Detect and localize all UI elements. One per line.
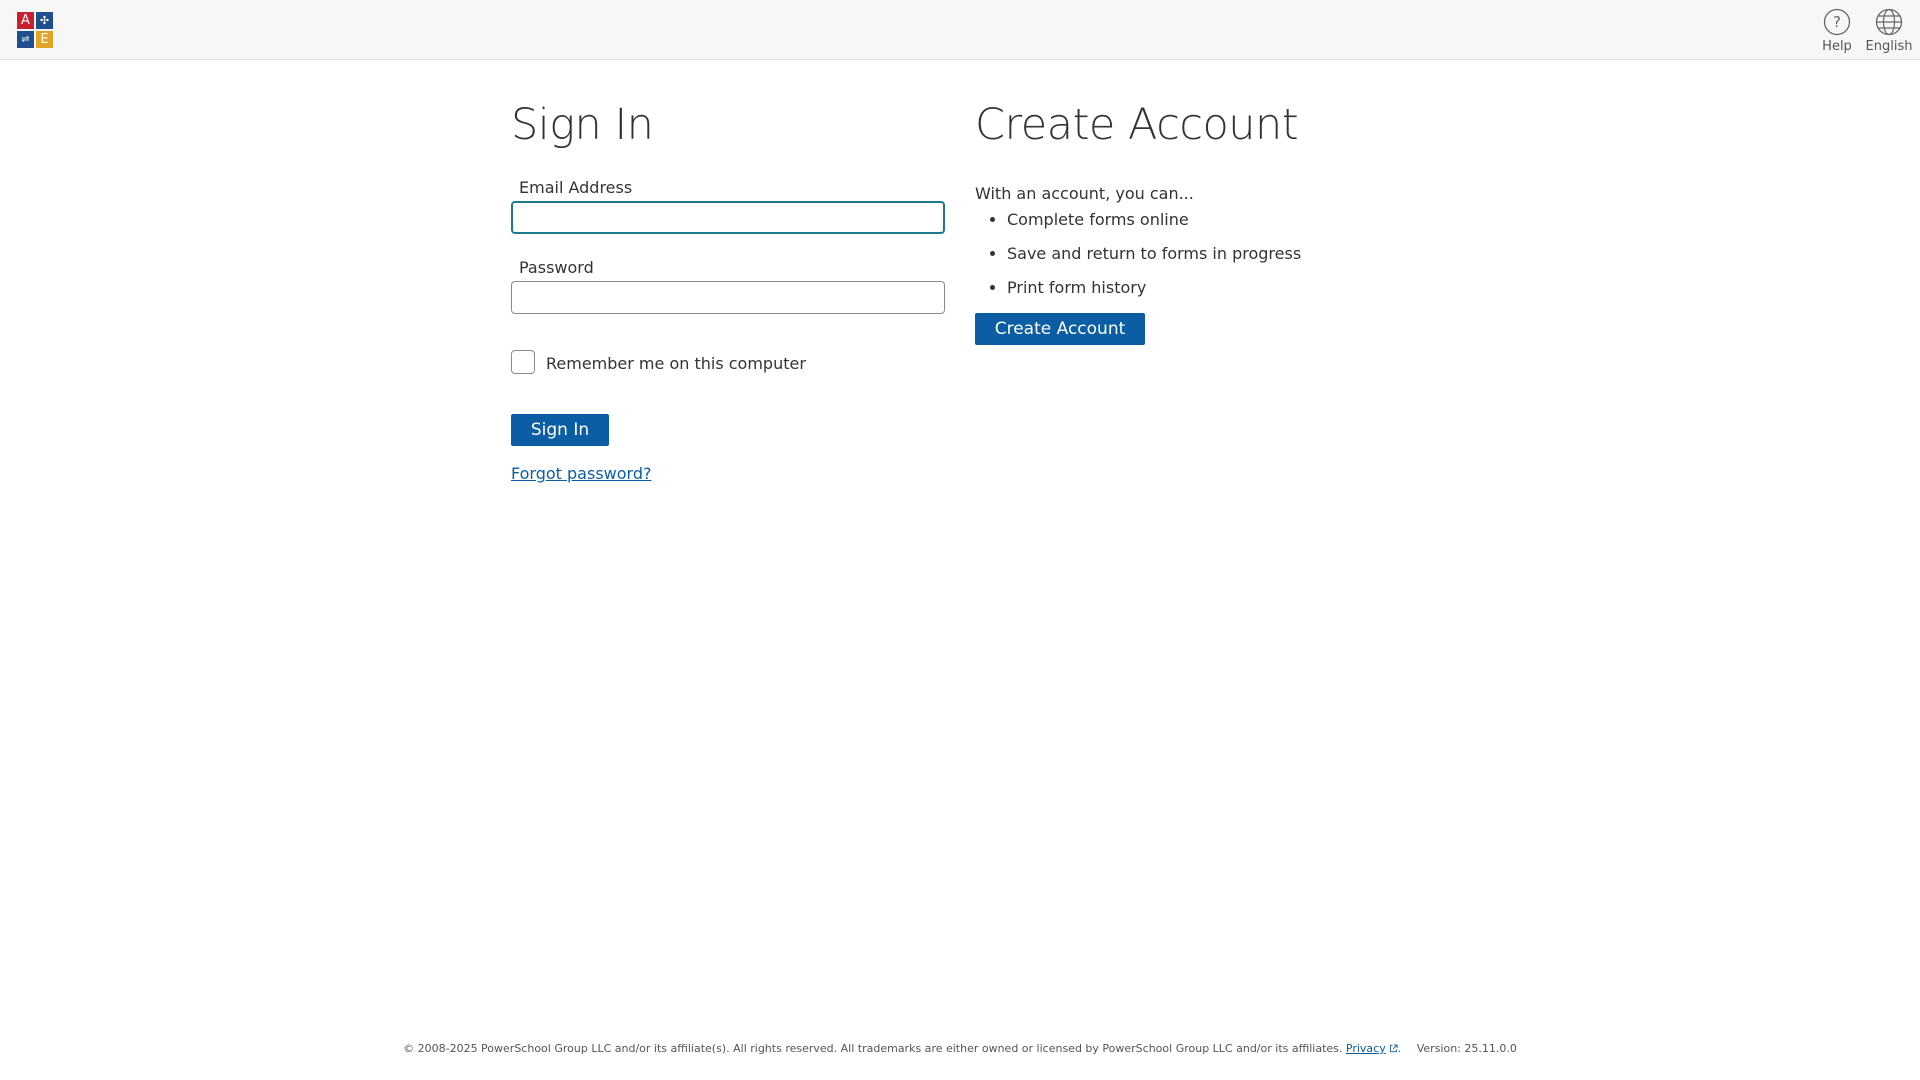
create-account-button[interactable]: Create Account [975,313,1145,345]
version-text: Version: 25.11.0.0 [1416,1042,1517,1055]
footer: © 2008-2025 PowerSchool Group LLC and/or its affiliate(s). All rights reserved. All trademarks are either owned or licensed by PowerSchool Group LLC and/or its affiliates. Privacy . Version: 25.11.0.0 [403,1042,1517,1055]
copyright-text: © 2008-2025 PowerSchool Group LLC and/or its affiliate(s). All rights reserved. All trademarks are either owned or licensed by PowerSchool Group LLC and/or its affiliates. [403,1042,1343,1055]
sign-in-title: Sign In [511,100,654,150]
password-input[interactable] [511,281,945,314]
remember-me-checkbox[interactable] [511,350,535,374]
logo-tile-a: A [17,12,34,29]
sign-in-button[interactable]: Sign In [511,414,609,446]
app-logo[interactable] [17,12,54,49]
forgot-password-link[interactable]: Forgot password? [511,464,652,483]
email-input[interactable] [511,201,945,234]
top-bar [0,0,1920,60]
benefits-list [1007,208,1395,310]
list-item: • Complete forms online [1007,208,1395,242]
create-account-section [975,100,1395,345]
language-button[interactable] [1854,8,1920,56]
sign-in-section [511,100,945,483]
logo-tile-e: E [36,31,53,48]
remember-me-row [511,350,945,374]
create-account-title: Create Account [975,100,1299,150]
password-group [511,258,945,314]
logo-tile-symbol: ✣ [36,12,53,29]
privacy-label: Privacy [1345,1042,1386,1055]
globe-icon [1875,8,1903,36]
external-link-icon [1389,1044,1398,1053]
create-account-intro: With an account, you can... [975,184,1194,203]
password-label: Password [519,258,594,277]
help-label: Help [1822,39,1852,54]
email-group [511,178,945,234]
list-item: • Save and return to forms in progress [1007,242,1395,276]
language-label: English [1865,39,1913,54]
list-item: • Print form history [1007,276,1395,310]
privacy-link[interactable] [1346,1042,1398,1055]
remember-me-label[interactable]: Remember me on this computer [546,353,806,373]
svg-text:?: ? [1833,13,1841,31]
logo-tile-symbol: ⇌ [17,31,34,48]
help-icon [1823,8,1851,36]
email-label: Email Address [519,178,633,197]
